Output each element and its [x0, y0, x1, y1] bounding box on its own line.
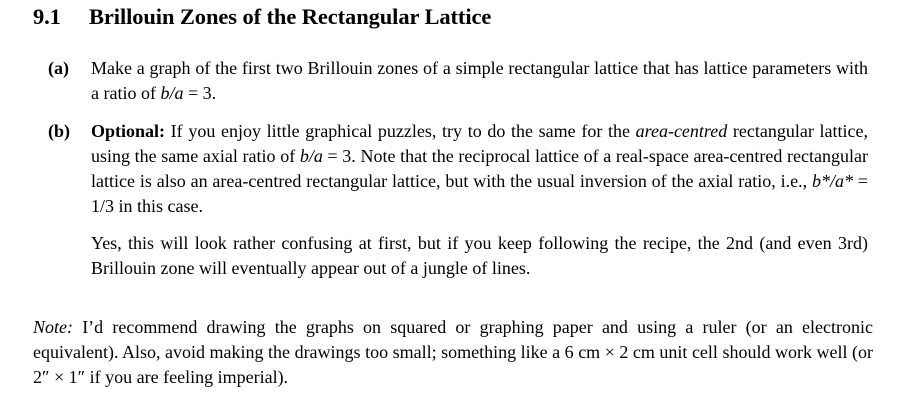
part-b-paragraph-2: Yes, this will look rather confusing at first, but if you keep following the recipe, the 2nd (and even 3rd) Brillouin zone will eventually appear out of a jungle of lines.: [91, 233, 868, 278]
section-number: 9.1: [33, 4, 61, 29]
part-b-body: [91, 119, 868, 281]
part-b-paragraph-1: [91, 119, 868, 219]
part-b-p1-math-ratio: b/a: [299, 146, 323, 166]
part-b-p1-text-4: = 1/3 in this case.: [91, 171, 869, 216]
part-b-p1-text-2: rectangular lattice, using the same axial ratio of: [91, 121, 869, 166]
note-paragraph: [33, 315, 873, 390]
part-b-p1-math-reciprocal-ratio: b*/a*: [811, 171, 853, 191]
note-label: Note:: [33, 317, 73, 337]
part-b-p1-text-3: = 3. Note that the reciprocal lattice of a real-space area-centred rectangular lattice is also an area-centred rectangular lattice, but with the usual inversion of the axial ratio, i.e.,: [91, 146, 868, 191]
part-b-lead: Optional:: [91, 121, 166, 141]
note-block: [33, 315, 873, 390]
note-text: I’d recommend drawing the graphs on squared or graphing paper and using a ruler (or an electronic equivalent). Also, avoid making the drawings too small; something like a 6 cm × 2 cm unit cell should work well (or 2″ × 1″ if you are feeling imperial).: [33, 317, 873, 387]
section-heading: [33, 4, 491, 30]
part-b-label: (b): [48, 121, 70, 141]
part-a-text-2: = 3.: [183, 83, 217, 103]
part-b-p1-text-1: If you enjoy little graphical puzzles, try to do the same for the: [165, 121, 636, 141]
part-b-p1-emphasis: area-centred: [635, 121, 728, 141]
part-a-label: (a): [48, 58, 69, 78]
part-a-math-ratio: b/a: [160, 83, 184, 103]
part-a-text-1: Make a graph of the first two Brillouin zones of a simple rectangular lattice that has lattice parameters with a ratio of: [91, 58, 868, 103]
exercise-part-b: [48, 119, 868, 281]
section-title: Brillouin Zones of the Rectangular Lattice: [89, 4, 492, 29]
part-a-body: [91, 56, 868, 106]
exercise-part-a: [48, 56, 868, 106]
